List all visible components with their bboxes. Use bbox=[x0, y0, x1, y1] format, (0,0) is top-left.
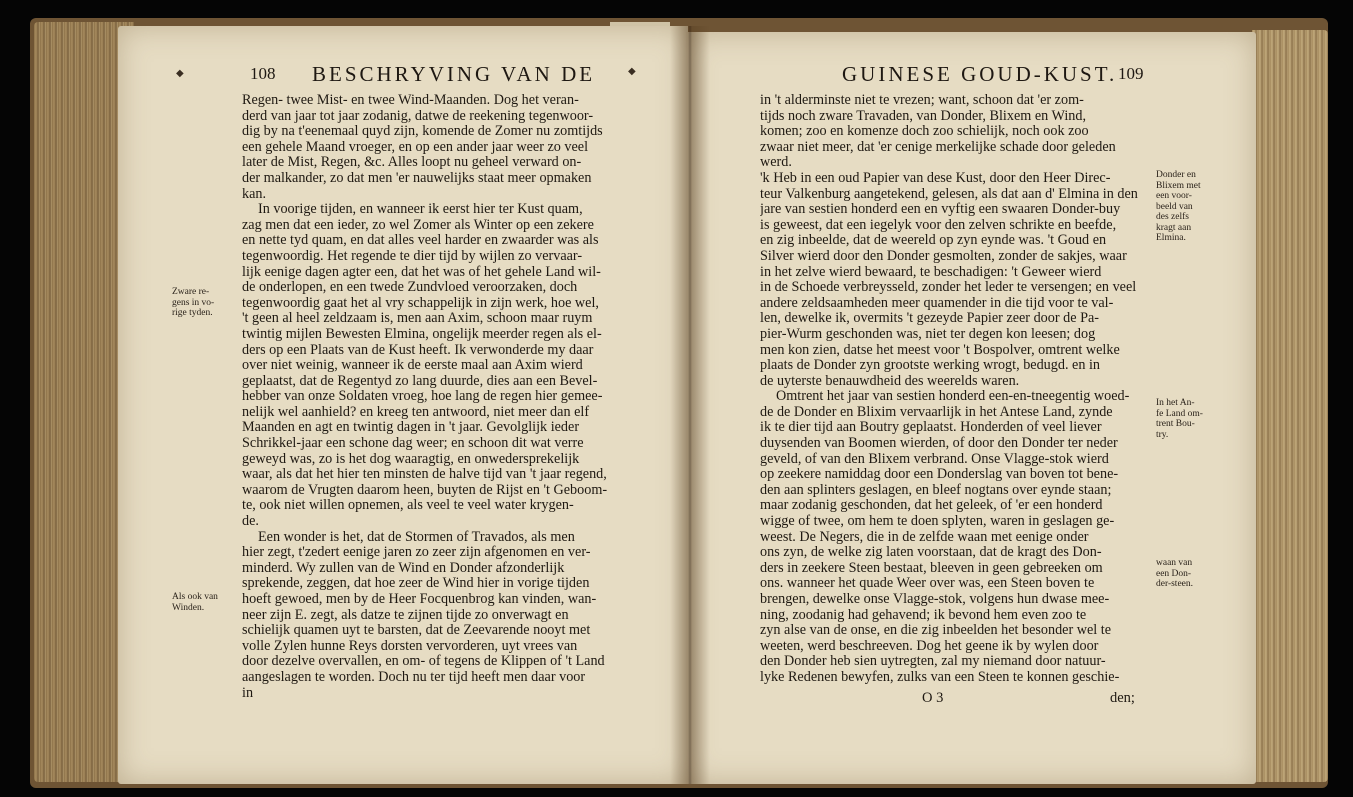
right-page-number: 109 bbox=[1118, 64, 1144, 83]
text-line: 'k Heb in een oud Papier van dese Kust, door den Heer Direc- bbox=[760, 170, 1111, 186]
text-line: een gehele Maand vroeger, en op een ander jaar weer zo veel bbox=[242, 139, 589, 155]
margin-note-line: fe Land om- bbox=[1156, 408, 1203, 419]
text-line: de de Donder en Blixim vervaarlijk in het Antese Land, zynde bbox=[760, 404, 1113, 420]
margin-note-line: een Don- bbox=[1156, 568, 1192, 579]
margin-note-line: kragt aan bbox=[1156, 222, 1192, 233]
text-line: in de Schoede verbreysseld, zonder het leder te versengen; en veel bbox=[760, 280, 1137, 296]
margin-note-line: rige tyden. bbox=[172, 308, 213, 318]
text-line: zyn alse van de onse, en die zig inbeelden het besonder wel te bbox=[760, 623, 1112, 639]
text-line: Schrikkel-jaar een schone dag weer; en schoon dit wat verre bbox=[242, 436, 584, 452]
text-line: twintig mijlen Bewesten Elmina, ongelijk meerder regen als el- bbox=[242, 326, 602, 342]
text-line: Silver wierd door den Donder gesmolten, zonder de sakjes, waar bbox=[760, 248, 1127, 264]
right-margin-note bbox=[1156, 558, 1222, 590]
margin-note-line: gens in vo- bbox=[172, 297, 215, 308]
ornament-mark: ◆ bbox=[628, 66, 636, 77]
text-line: zag men dat een ieder, zo wel Zomer als Winter op een zekere bbox=[242, 217, 594, 233]
text-line: ik te dier tijd aan Boutry geplaatst. Honderden of veel liever bbox=[760, 420, 1102, 436]
text-line: andere zeldsaamheden meer quamender in die tijd voor te val- bbox=[760, 295, 1114, 311]
margin-note-line: beeld van bbox=[1156, 201, 1193, 212]
text-line: lyke Redenen bewyfen, zulks van een Steen te konnen geschie- bbox=[760, 669, 1120, 685]
text-line: sprekende, zeggen, dat hoe zeer de Wind hier in vorige tijden bbox=[242, 576, 590, 592]
right-body-text bbox=[760, 93, 1148, 686]
text-line: werd. bbox=[760, 155, 792, 171]
text-line: aangeslagen te worden. Doch nu ter tijd heeft men daar voor bbox=[242, 669, 586, 685]
text-line: geveld, of van den Blixem verbrand. Onse Vlagge-stok wierd bbox=[760, 451, 1109, 467]
text-line: ders op een Plaats van de Kust heeft. Ik verwonderde my daar bbox=[242, 342, 594, 358]
signature-mark: O 3 bbox=[922, 690, 944, 706]
text-line: teur Valkenburg aangetekend, gelesen, als dat aan d' Elmina in den bbox=[760, 186, 1138, 202]
text-line: minderd. Wy zullen van de Wind en Donder afzonderlijk bbox=[242, 560, 565, 576]
left-page-number: 108 bbox=[250, 64, 276, 83]
text-line: Een wonder is het, dat de Stormen of Travados, als men bbox=[258, 529, 575, 545]
text-line: in het zelve wierd bewaard, te beschadigen: 't Geweer wierd bbox=[760, 264, 1102, 280]
text-line: Maanden en agt en twintig dagen in 't jaar. Gevolglijk ieder bbox=[242, 420, 580, 436]
text-line: komen; zoo en komenze doch zoo schielijk, noch ook zoo bbox=[760, 124, 1089, 140]
text-line: dig by na t'eenemaal quyd zijn, komende de Zomer nu zomtijds bbox=[242, 124, 603, 140]
text-line: nelijk wel aanhield? en kreeg ten antwoord, niet meer dan elf bbox=[242, 404, 590, 420]
text-line: men kon zien, datse het meest voor 't Bospolver, omtrent welke bbox=[760, 342, 1120, 358]
text-line: Omtrent het jaar van sestien honderd een-en-tneegentig woed- bbox=[776, 389, 1130, 405]
margin-note-line: Blixem met bbox=[1156, 180, 1201, 191]
text-line: is geweest, dat een iegelyk voor den zelven schrikte en beefde, bbox=[760, 217, 1117, 233]
left-page-header bbox=[250, 62, 670, 88]
text-line: geplaatst, dat de Regentyd zo lang duurde, dies aan een Bevel- bbox=[242, 373, 598, 389]
text-line: neer zijn E. zegt, als datze te zijnen tijde zo onverwagt en bbox=[242, 607, 569, 623]
text-line: len, dewelke ik, overmits 't gezeyde Papier zeer door de Pa- bbox=[760, 311, 1099, 327]
left-body-text bbox=[242, 93, 630, 701]
text-line: door dezelve overvallen, en om- of tegens de Klippen of 't Land bbox=[242, 654, 605, 670]
margin-note-line: try. bbox=[1156, 429, 1169, 440]
text-line: tegenwoordig gaat het al vry schappelijk in zijn werk, hoe wel, bbox=[242, 295, 599, 311]
margin-note-line: Donder en bbox=[1156, 170, 1196, 180]
text-line: wigge of twee, om hem te doen splyten, waren in geslagen ge- bbox=[760, 514, 1115, 530]
text-line: ders in zeekere Steen bestaat, bleeven in geen gebreeken om bbox=[760, 560, 1103, 576]
text-line: brengen, dewelke onse Vlagge-stok, volgens hun dwase mee- bbox=[760, 592, 1110, 607]
text-line: derd van jaar tot jaar zodanig, datwe de reekening tegenwoor- bbox=[242, 108, 594, 124]
text-line: volle Zylen hunne Reys dorsten vervorderen, uyt vrees van bbox=[242, 638, 578, 654]
margin-note-line: In het An- bbox=[1156, 398, 1195, 408]
text-line: de onderlopen, en een twede Zundvloed veroorzaken, doch bbox=[242, 280, 578, 296]
text-line: geweyd was, zo is het dog waaragtig, en onwedersprekelijk bbox=[242, 451, 580, 467]
text-line: lijk eenige dagen agter een, dat het was of het gehele Land wil- bbox=[242, 264, 601, 280]
left-margin-note bbox=[172, 592, 238, 613]
text-line: hebber van onze Soldaten vroeg, hoe lang de regen hier gemee- bbox=[242, 389, 603, 405]
text-line: plaats de Donder zyn grootste werking wrogt, bedugd. en in bbox=[760, 358, 1101, 374]
margin-note-line: Als ook van bbox=[172, 592, 218, 602]
text-line: weeten, werd beschreeven. Dog het geene ik by wylen door bbox=[760, 638, 1099, 654]
text-line: en zig inbeelde, dat de weereld op zyn eynde was. 't Goud en bbox=[760, 233, 1107, 249]
margin-note-line: waan van bbox=[1156, 558, 1193, 568]
text-line: ons zyn, de welke zig laten voorstaan, dat de kragt des Don- bbox=[760, 545, 1102, 561]
text-line: tijds noch zware Travaden, van Donder, Blixem en Wind, bbox=[760, 108, 1087, 124]
left-margin-note bbox=[172, 287, 238, 319]
text-line: hier zegt, t'zedert eenige jaren zo zeer zijn afgenomen en ver- bbox=[242, 545, 591, 561]
text-line: waar, als dat het hier ten minsten de halve tijd van 't jaar regend, bbox=[242, 467, 607, 483]
margin-note-line: Elmina. bbox=[1156, 233, 1186, 243]
text-line: op zeekere namiddag door een Donderslag van boven tot bene- bbox=[760, 467, 1119, 483]
text-line: hoeft gewoed, men by de Heer Focquenbrog kan vinden, wan- bbox=[242, 592, 597, 607]
catchword: den; bbox=[1110, 690, 1135, 706]
text-line: kan. bbox=[242, 186, 267, 202]
left-running-title: BESCHRYVING VAN DE bbox=[312, 62, 596, 86]
text-line: jare van sestien honderd een en vyftig een swaaren Donder-buy bbox=[760, 202, 1121, 218]
right-margin-note bbox=[1156, 170, 1222, 244]
margin-note-line: een voor- bbox=[1156, 191, 1192, 201]
margin-note-line: trent Bou- bbox=[1156, 419, 1195, 429]
right-page-header bbox=[842, 62, 1172, 88]
text-line: ning, zoodanig had gehavend; ik bevond hem even zoo te bbox=[760, 607, 1087, 623]
book-gutter bbox=[670, 26, 710, 784]
text-line: der malkander, zo dat men 'er nauwelijks staat meer opmaken bbox=[242, 170, 592, 186]
text-line: 't geen al heel zeldzaam is, men aan Axim, schoon maar ruym bbox=[242, 311, 593, 327]
text-line: den Donder heb sien uytregten, zal my niemand door natuur- bbox=[760, 654, 1106, 670]
text-line: te, ook niet willen opnemen, als veel te veel water krygen- bbox=[242, 498, 574, 514]
margin-note-line: Zware re- bbox=[172, 287, 210, 297]
text-line: In voorige tijden, en wanneer ik eerst hier ter Kust quam, bbox=[258, 202, 583, 218]
text-line: Regen- twee Mist- en twee Wind-Maanden. Dog het veran- bbox=[242, 93, 579, 108]
text-line: de. bbox=[242, 514, 259, 530]
margin-note-line: des zelfs bbox=[1156, 212, 1189, 222]
text-line: schielijk quamen uyt te barsten, dat de Zeevarende nooyt met bbox=[242, 623, 591, 639]
text-line: in bbox=[242, 685, 254, 701]
text-line: later de Mist, Regen, &c. Alles loopt nu geheel verward on- bbox=[242, 155, 582, 171]
margin-note-line: der-steen. bbox=[1156, 579, 1193, 589]
text-line: de uyterste benauwdheid des weerelds waren. bbox=[760, 373, 1020, 389]
text-line: maar zodanig geschonden, dat het geleek, of 'er een honderd bbox=[760, 498, 1103, 514]
right-running-title: GUINESE GOUD-KUST. bbox=[842, 62, 1118, 86]
text-line: tegenwoordig. Het regende te dier tijd by wijlen zo vervaar- bbox=[242, 248, 583, 264]
text-line: waarom de Vrugten daarom heen, buyten de Rijst en 't Geboom- bbox=[242, 482, 608, 498]
ornament-mark: ◆ bbox=[176, 68, 184, 79]
text-line: en nette tyd quam, en dat alles veel harder en zwaarder was als bbox=[242, 233, 599, 249]
margin-note-line: Winden. bbox=[172, 602, 205, 613]
text-line: in 't alderminste niet te vrezen; want, schoon dat 'er zom- bbox=[760, 93, 1084, 108]
text-line: weest. De Negers, die in de zelfde waan met eenige onder bbox=[760, 529, 1089, 545]
text-line: pier-Wurm geschonden was, niet ter degen kon leesen; dog bbox=[760, 326, 1096, 342]
text-line: ons. wanneer het quade Weer over was, een Steen boven te bbox=[760, 576, 1095, 592]
text-line: duysenden van Boomen wierden, of door den Donder ter neder bbox=[760, 436, 1118, 452]
right-margin-note bbox=[1156, 398, 1222, 440]
text-line: den aan splinters geslagen, en bleef nogtans over eynde staan; bbox=[760, 482, 1112, 498]
text-line: over niet weinig, wanneer ik de eerste maal aan Axim wierd bbox=[242, 358, 583, 374]
right-page-edges bbox=[1252, 30, 1328, 782]
text-line: zwaar niet meer, dat 'er cenige merkelijke schade door geleden bbox=[760, 139, 1116, 155]
